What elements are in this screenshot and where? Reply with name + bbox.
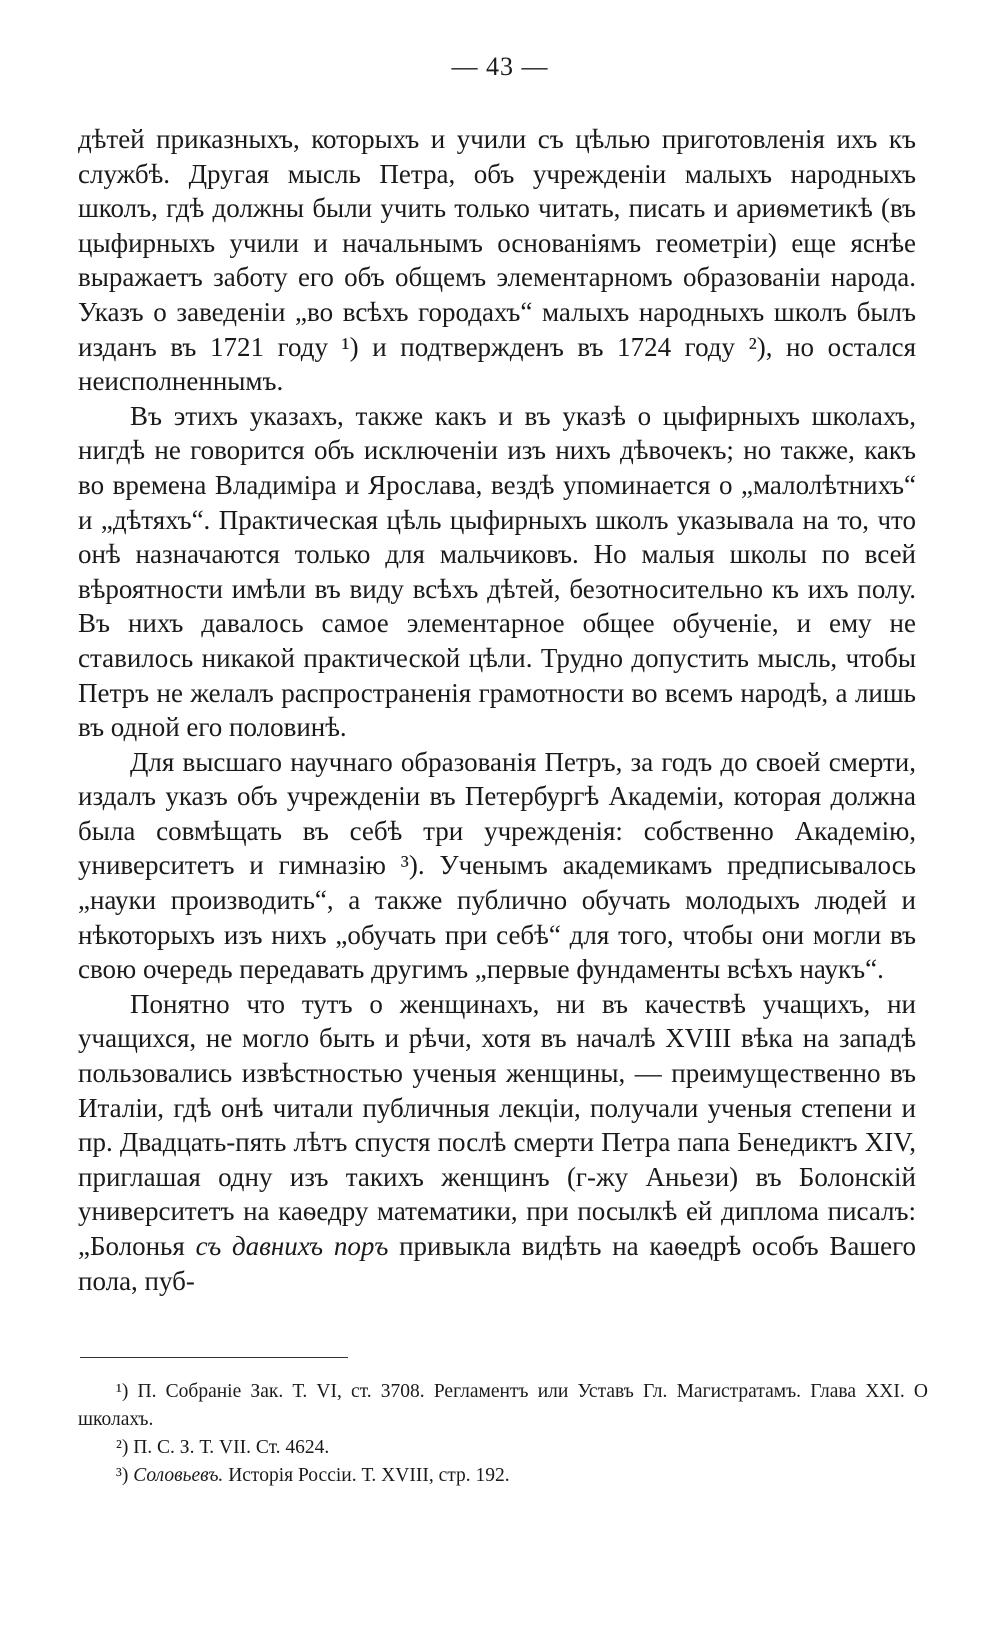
paragraph-1: дѣтей приказныхъ, которыхъ и учили съ цѣлью приготовленія ихъ къ службѣ. Другая мысль Петра, объ учрежденіи малыхъ народныхъ школъ, гдѣ должны были учить только читать, писать и ариѳметикѣ (въ цыфирныхъ учили и начальнымъ основаніямъ геометріи) еще яснѣе выражаетъ заботу его объ общемъ элементарномъ образованіи народа. Указъ о заведеніи „во всѣхъ городахъ“ малыхъ народныхъ школъ былъ изданъ въ 1721 году ¹) и подтвержденъ въ 1724 году ²), но остался неисполненнымъ.: [78, 124, 916, 397]
paragraph-2: Въ этихъ указахъ, также какъ и въ указѣ о цыфирныхъ школахъ, нигдѣ не говорится объ исключеніи изъ нихъ дѣвочекъ; но также, какъ во времена Владиміра и Ярослава, вездѣ упоминается о „малолѣтнихъ“ и „дѣтяхъ“. Практическая цѣль цыфирныхъ школъ указывала на то, что онѣ назначаются только для мальчиковъ. Но малыя школы по всей вѣроятности имѣли въ виду всѣхъ дѣтей, безотносительно къ ихъ полу. Въ нихъ давалось самое элементарное общее обученіе, и ему не ставилось никакой практической цѣли. Трудно допустить мысль, чтобы Петръ не желалъ распространенія грамотности во всемъ народѣ, а лишь въ одной его половинѣ.: [78, 400, 916, 743]
footnotes: [78, 1378, 928, 1490]
paragraph-4: [78, 987, 916, 1298]
footnote-3-author: Соловьевъ.: [133, 1465, 224, 1486]
paragraph-3: Для высшаго научнаго образованія Петръ, за годъ до своей смерти, издалъ указъ объ учрежденіи въ Петербургѣ Академіи, которая должна была совмѣщать въ себѣ три учрежденія: собственно Академію, университетъ и гимназію ³). Ученымъ академикамъ предписывалось „науки производить“, а также публично обучать молодыхъ людей и нѣкоторыхъ изъ нихъ „обучать при себѣ“ для того, чтобы они могли въ свою очередь передавать другимъ „первые фундаменты всѣхъ наукъ“.: [78, 746, 916, 985]
footnote-3-mark: ³): [116, 1465, 129, 1486]
paragraph-4-text: Понятно что тутъ о женщинахъ, ни въ качествѣ учащихъ, ни учащихся, не могло быть и рѣчи, хотя въ началѣ XVIII вѣка на западѣ пользовались извѣстностью ученыя женщины, — преимущественно въ Италіи, гдѣ онѣ читали публичныя лекціи, получали ученыя степени и пр. Двадцать-пять лѣтъ спустя послѣ смерти Петра папа Бенедиктъ XIV, приглашая одну изъ такихъ женщинъ (г-жу Аньези) въ Болонскій университетъ на каѳедру математики, при посылкѣ ей диплома писалъ: „Болонья: [78, 988, 916, 1261]
paragraph-4-tail: привыкла видѣть на каѳедрѣ особъ Вашего пола, пуб-: [78, 1231, 916, 1296]
page-number: — 43 —: [451, 52, 549, 81]
footnote-separator: [80, 1357, 348, 1358]
footnote-2: ²) П. С. З. Т. VII. Ст. 4624.: [116, 1437, 330, 1458]
footnote-3-text: Исторія Россіи. Т. XVIII, стр. 192.: [228, 1465, 510, 1486]
body-text: [78, 122, 916, 1298]
footnote-3: [78, 1462, 928, 1490]
footnote-1: ¹) П. Собраніе Зак. Т. VI, ст. 3708. Регламентъ или Уставъ Гл. Магистратамъ. Глава XXI. О школахъ.: [78, 1381, 928, 1430]
paragraph-4-italic: съ давнихъ поръ: [195, 1231, 389, 1261]
